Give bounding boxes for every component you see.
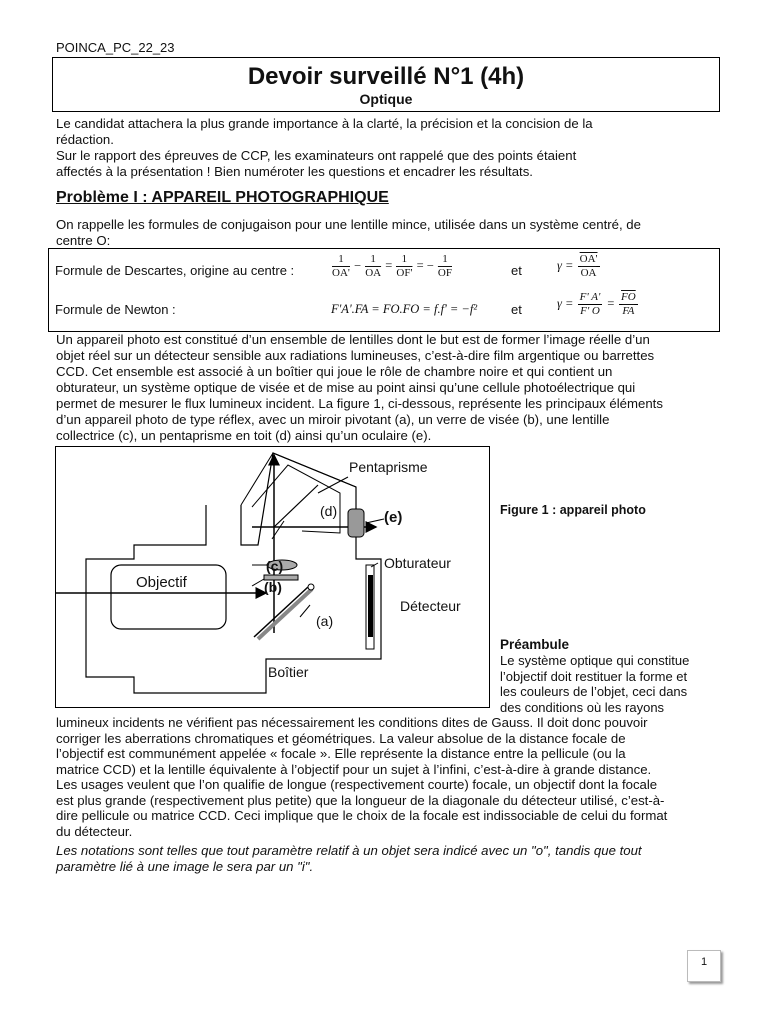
preambule-line: est plus grande (respectivement plus petite) que la longueur de la diagonale du détecteur utilisé, c’est-à- — [56, 792, 665, 808]
prism-ray — [274, 485, 318, 527]
recall-line: On rappelle les formules de conjugaison pour une lentille mince, utilisée dans un système centré, de — [56, 217, 641, 232]
intro-line: Le candidat attachera la plus grande importance à la clarté, la précision et la concision de la — [56, 116, 593, 131]
preambule-line: les couleurs de l’objet, ceci dans — [500, 684, 688, 700]
body-line: Un appareil photo est constitué d’un ensemble de lentilles dont le but est de former l’image réelle d’un — [56, 332, 650, 347]
label-obturateur: Obturateur — [384, 555, 451, 571]
document-subtitle: Optique — [359, 91, 413, 107]
descartes-label: Formule de Descartes, origine au centre : — [55, 263, 295, 278]
newton-gamma: γ = $\frac{F' A'}{F' O}$ = $\frac{\overline{FO}}{FA}$ — [557, 291, 636, 317]
mirror-back — [258, 589, 312, 639]
document-code: POINCA_PC_22_23 — [56, 40, 175, 55]
descartes-formula: $\frac{1}{OA'}$ − $\frac{1}{OA}$ = $\frac{1}{OF'}$ = − $\frac{1}{OF}$ — [332, 253, 452, 279]
preambule-paragraph — [56, 715, 716, 839]
body-line: collectrice (c), un pentaprisme en toit (d) ainsi qu’un oculaire (e). — [56, 428, 432, 443]
preambule-line: dire pellicule ou matrice CCD. Ceci implique que le choix de la focale est indissociable de celui du format — [56, 808, 668, 823]
label-e: (e) — [384, 509, 403, 526]
label-objectif: Objectif — [136, 574, 187, 591]
body-line: obturateur, un système optique de visée et de mise au point ainsi qu’une cellule photoélectrique qui — [56, 380, 636, 395]
preambule-line: des conditions où les rayons — [500, 699, 665, 715]
intro-line: rédaction. — [56, 132, 114, 147]
newton-formula: F'A'.FA = FO.FO = f.f' = −f² — [331, 302, 478, 316]
preambule-title: Préambule — [500, 637, 570, 652]
camera-figure — [55, 446, 490, 708]
notation-line: paramètre lié à une image le sera par un "i". — [56, 859, 314, 874]
body-line: objet réel sur un détecteur sensible aux radiations lumineuses, c’est-à-dire film argentique ou barrettes — [56, 348, 655, 363]
label-c: (c) — [266, 558, 284, 574]
eyepiece — [348, 509, 364, 537]
formula-box — [48, 248, 720, 332]
recall-paragraph — [56, 217, 716, 249]
preambule-line: Les usages veulent que l’on qualifie de longue (respectivement courte) focale, un objectif dont la focale — [56, 777, 658, 792]
label-detecteur: Détecteur — [400, 598, 461, 614]
intro-line: Sur le rapport des épreuves de CCP, les examinateurs ont rappelé que des points étaient — [56, 148, 577, 163]
et-label: et — [511, 263, 522, 278]
preambule-line: matrice CCD) et la lentille équivalente à l’objectif pour un sujet à l’infini, c’est-à-dire à grande distance. — [56, 761, 652, 777]
intro-line: affectés à la présentation ! Bien numéroter les questions et encadrer les résultats. — [56, 164, 533, 179]
a-leader — [300, 605, 310, 617]
figure-caption: Figure 1 : appareil photo — [500, 503, 646, 517]
preambule-right-text — [500, 653, 715, 715]
notation-line: Les notations sont telles que tout paramètre relatif à un objet sera indicé avec un "o", tandis que tout — [56, 843, 642, 858]
preambule-line: corriger les aberrations chromatiques et géométriques. La valeur absolue de la distance focale de — [56, 730, 626, 746]
preambule-line: du détecteur. — [56, 823, 133, 839]
label-a: (a) — [316, 613, 334, 629]
newton-label: Formule de Newton : — [55, 302, 176, 317]
intro-paragraph — [56, 116, 716, 180]
preambule-line: lumineux incidents ne vérifient pas nécessairement les conditions dites de Gauss. Il doit donc pouvoir — [56, 715, 648, 730]
descartes-gamma: γ = $\frac{OA'}{OA}$ — [557, 253, 598, 279]
b-leader — [252, 579, 264, 586]
label-b: (b) — [264, 579, 282, 595]
detector — [368, 575, 373, 637]
document-title: Devoir surveillé N°1 (4h) — [247, 63, 525, 90]
mirror-pivot — [308, 584, 314, 590]
preambule-line: Le système optique qui constitue — [500, 653, 690, 668]
title-box — [52, 57, 720, 112]
label-d: (d) — [320, 503, 338, 519]
page-number: 1 — [687, 950, 721, 982]
label-boitier: Boîtier — [268, 664, 309, 680]
label-pentaprisme: Pentaprisme — [349, 459, 428, 475]
recall-line: centre O: — [56, 233, 111, 248]
notation-paragraph — [56, 843, 716, 875]
e-leader — [366, 519, 384, 523]
preambule-line: l’objectif est communément appelée « focale ». Elle représente la distance entre la pellicule (ou la — [56, 746, 626, 761]
body-line: d’un appareil photo de type réflex, avec un miroir pivotant (a), un verre de visée (b), une lentille — [56, 412, 610, 427]
body-line: permet de mesurer le flux lumineux incident. La figure 1, ci-dessous, représente les principaux éléments — [56, 396, 663, 411]
problem-title: Problème I : APPAREIL PHOTOGRAPHIQUE — [56, 189, 389, 206]
body-line: CCD. Cet ensemble est associé à un boîtier qui joue le rôle de chambre noire et qui contient un — [56, 364, 613, 379]
et-label: et — [511, 302, 522, 317]
pentaprism-leader — [318, 477, 348, 493]
body-paragraph — [56, 332, 716, 444]
preambule-line: l’objectif doit restituer la forme et — [500, 668, 688, 684]
